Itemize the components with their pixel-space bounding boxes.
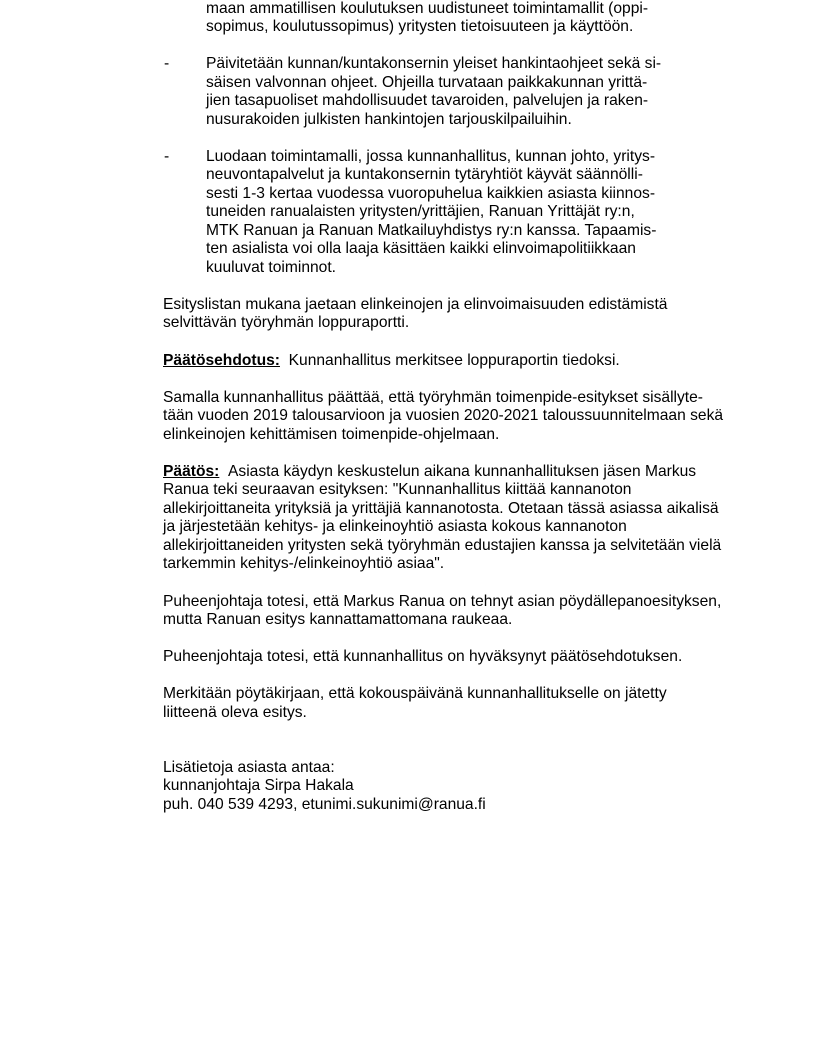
bullet-line: Luodaan toimintamalli, jossa kunnanhallitus, kunnan johto, yritys- xyxy=(206,148,656,165)
bullet-line: Päivitetään kunnan/kuntakonsernin yleiset hankintaohjeet sekä si- xyxy=(206,55,662,72)
decision xyxy=(163,463,696,482)
bullet-line: kuuluvat toiminnot. xyxy=(206,259,337,276)
decision-proposal-label: Päätösehdotus: xyxy=(163,352,280,369)
bullet-line: MTK Ranuan ja Ranuan Matkailuyhdistys ry:n kanssa. Tapaamis- xyxy=(206,222,657,239)
paragraph-line: Ranua teki seuraavan esityksen: "Kunnanhallitus kiittää kannanoton xyxy=(163,481,632,498)
contact-line: Lisätietoja asiasta antaa: xyxy=(163,759,335,776)
paragraph-line: Puheenjohtaja totesi, että Markus Ranua on tehnyt asian pöydällepanoesityksen, xyxy=(163,593,722,610)
decision-proposal-text: Kunnanhallitus merkitsee loppuraportin tiedoksi. xyxy=(288,352,620,369)
paragraph-line: Samalla kunnanhallitus päättää, että työryhmän toimenpide-esitykset sisällyte- xyxy=(163,389,703,406)
paragraph-line: liitteenä oleva esitys. xyxy=(163,704,307,721)
paragraph-line: Esityslistan mukana jaetaan elinkeinojen ja elinvoimaisuuden edistämistä xyxy=(163,296,668,313)
contact-line: kunnanjohtaja Sirpa Hakala xyxy=(163,777,354,794)
decision-proposal xyxy=(163,352,620,371)
paragraph-line: allekirjoittaneita yrityksiä ja yrittäjiä kannanotosta. Otetaan tässä asiassa aikalisä xyxy=(163,500,719,517)
contact-line: puh. 040 539 4293, etunimi.sukunimi@ranua.fi xyxy=(163,796,486,813)
bullet-line: nusurakoiden julkisten hankintojen tarjouskilpailuihin. xyxy=(206,111,572,128)
bullet-line: ten asialista voi olla laaja käsittäen kaikki elinvoimapolitiikkaan xyxy=(206,240,636,257)
paragraph-line: ja järjestetään kehitys- ja elinkeinoyhtiö asiasta kokous kannanoton xyxy=(163,518,627,535)
bullet-dash: - xyxy=(164,55,170,72)
bullet-dash: - xyxy=(164,148,170,165)
bullet-line: säisen valvonnan ohjeet. Ohjeilla turvataan paikkakunnan yrittä- xyxy=(206,74,648,91)
paragraph-line: allekirjoittaneiden yritysten sekä työryhmän edustajien kanssa ja selvitetään vielä xyxy=(163,537,722,554)
paragraph-line: tään vuoden 2019 talousarvioon ja vuosien 2020-2021 taloussuunnitelmaan sekä xyxy=(163,407,724,424)
bullet-line: tuneiden ranualaisten yritysten/yrittäjien, Ranuan Yrittäjät ry:n, xyxy=(206,203,635,220)
bullet-line: neuvontapalvelut ja kuntakonsernin tytäryhtiöt käyvät säännölli- xyxy=(206,166,643,183)
paragraph-line: Puheenjohtaja totesi, että kunnanhallitus on hyväksynyt päätösehdotuksen. xyxy=(163,648,683,665)
bullet-line: maan ammatillisen koulutuksen uudistuneet toimintamallit (oppi- xyxy=(206,0,649,17)
bullet-line: sesti 1-3 kertaa vuodessa vuoropuhelua kaikkien asiasta kiinnos- xyxy=(206,185,656,202)
bullet-line: sopimus, koulutussopimus) yritysten tietoisuuteen ja käyttöön. xyxy=(206,18,634,35)
paragraph-line: selvittävän työryhmän loppuraportti. xyxy=(163,314,410,331)
decision-label: Päätös: xyxy=(163,463,220,480)
paragraph-line: mutta Ranuan esitys kannattamattomana raukeaa. xyxy=(163,611,513,628)
paragraph-line: tarkemmin kehitys-/elinkeinoyhtiö asiaa". xyxy=(163,555,445,572)
paragraph-line: Merkitään pöytäkirjaan, että kokouspäivänä kunnanhallitukselle on jätetty xyxy=(163,685,667,702)
bullet-line: jien tasapuoliset mahdollisuudet tavaroiden, palvelujen ja raken- xyxy=(206,92,649,109)
decision-text: Asiasta käydyn keskustelun aikana kunnanhallituksen jäsen Markus xyxy=(228,463,697,480)
paragraph-line: elinkeinojen kehittämisen toimenpide-ohjelmaan. xyxy=(163,426,500,443)
